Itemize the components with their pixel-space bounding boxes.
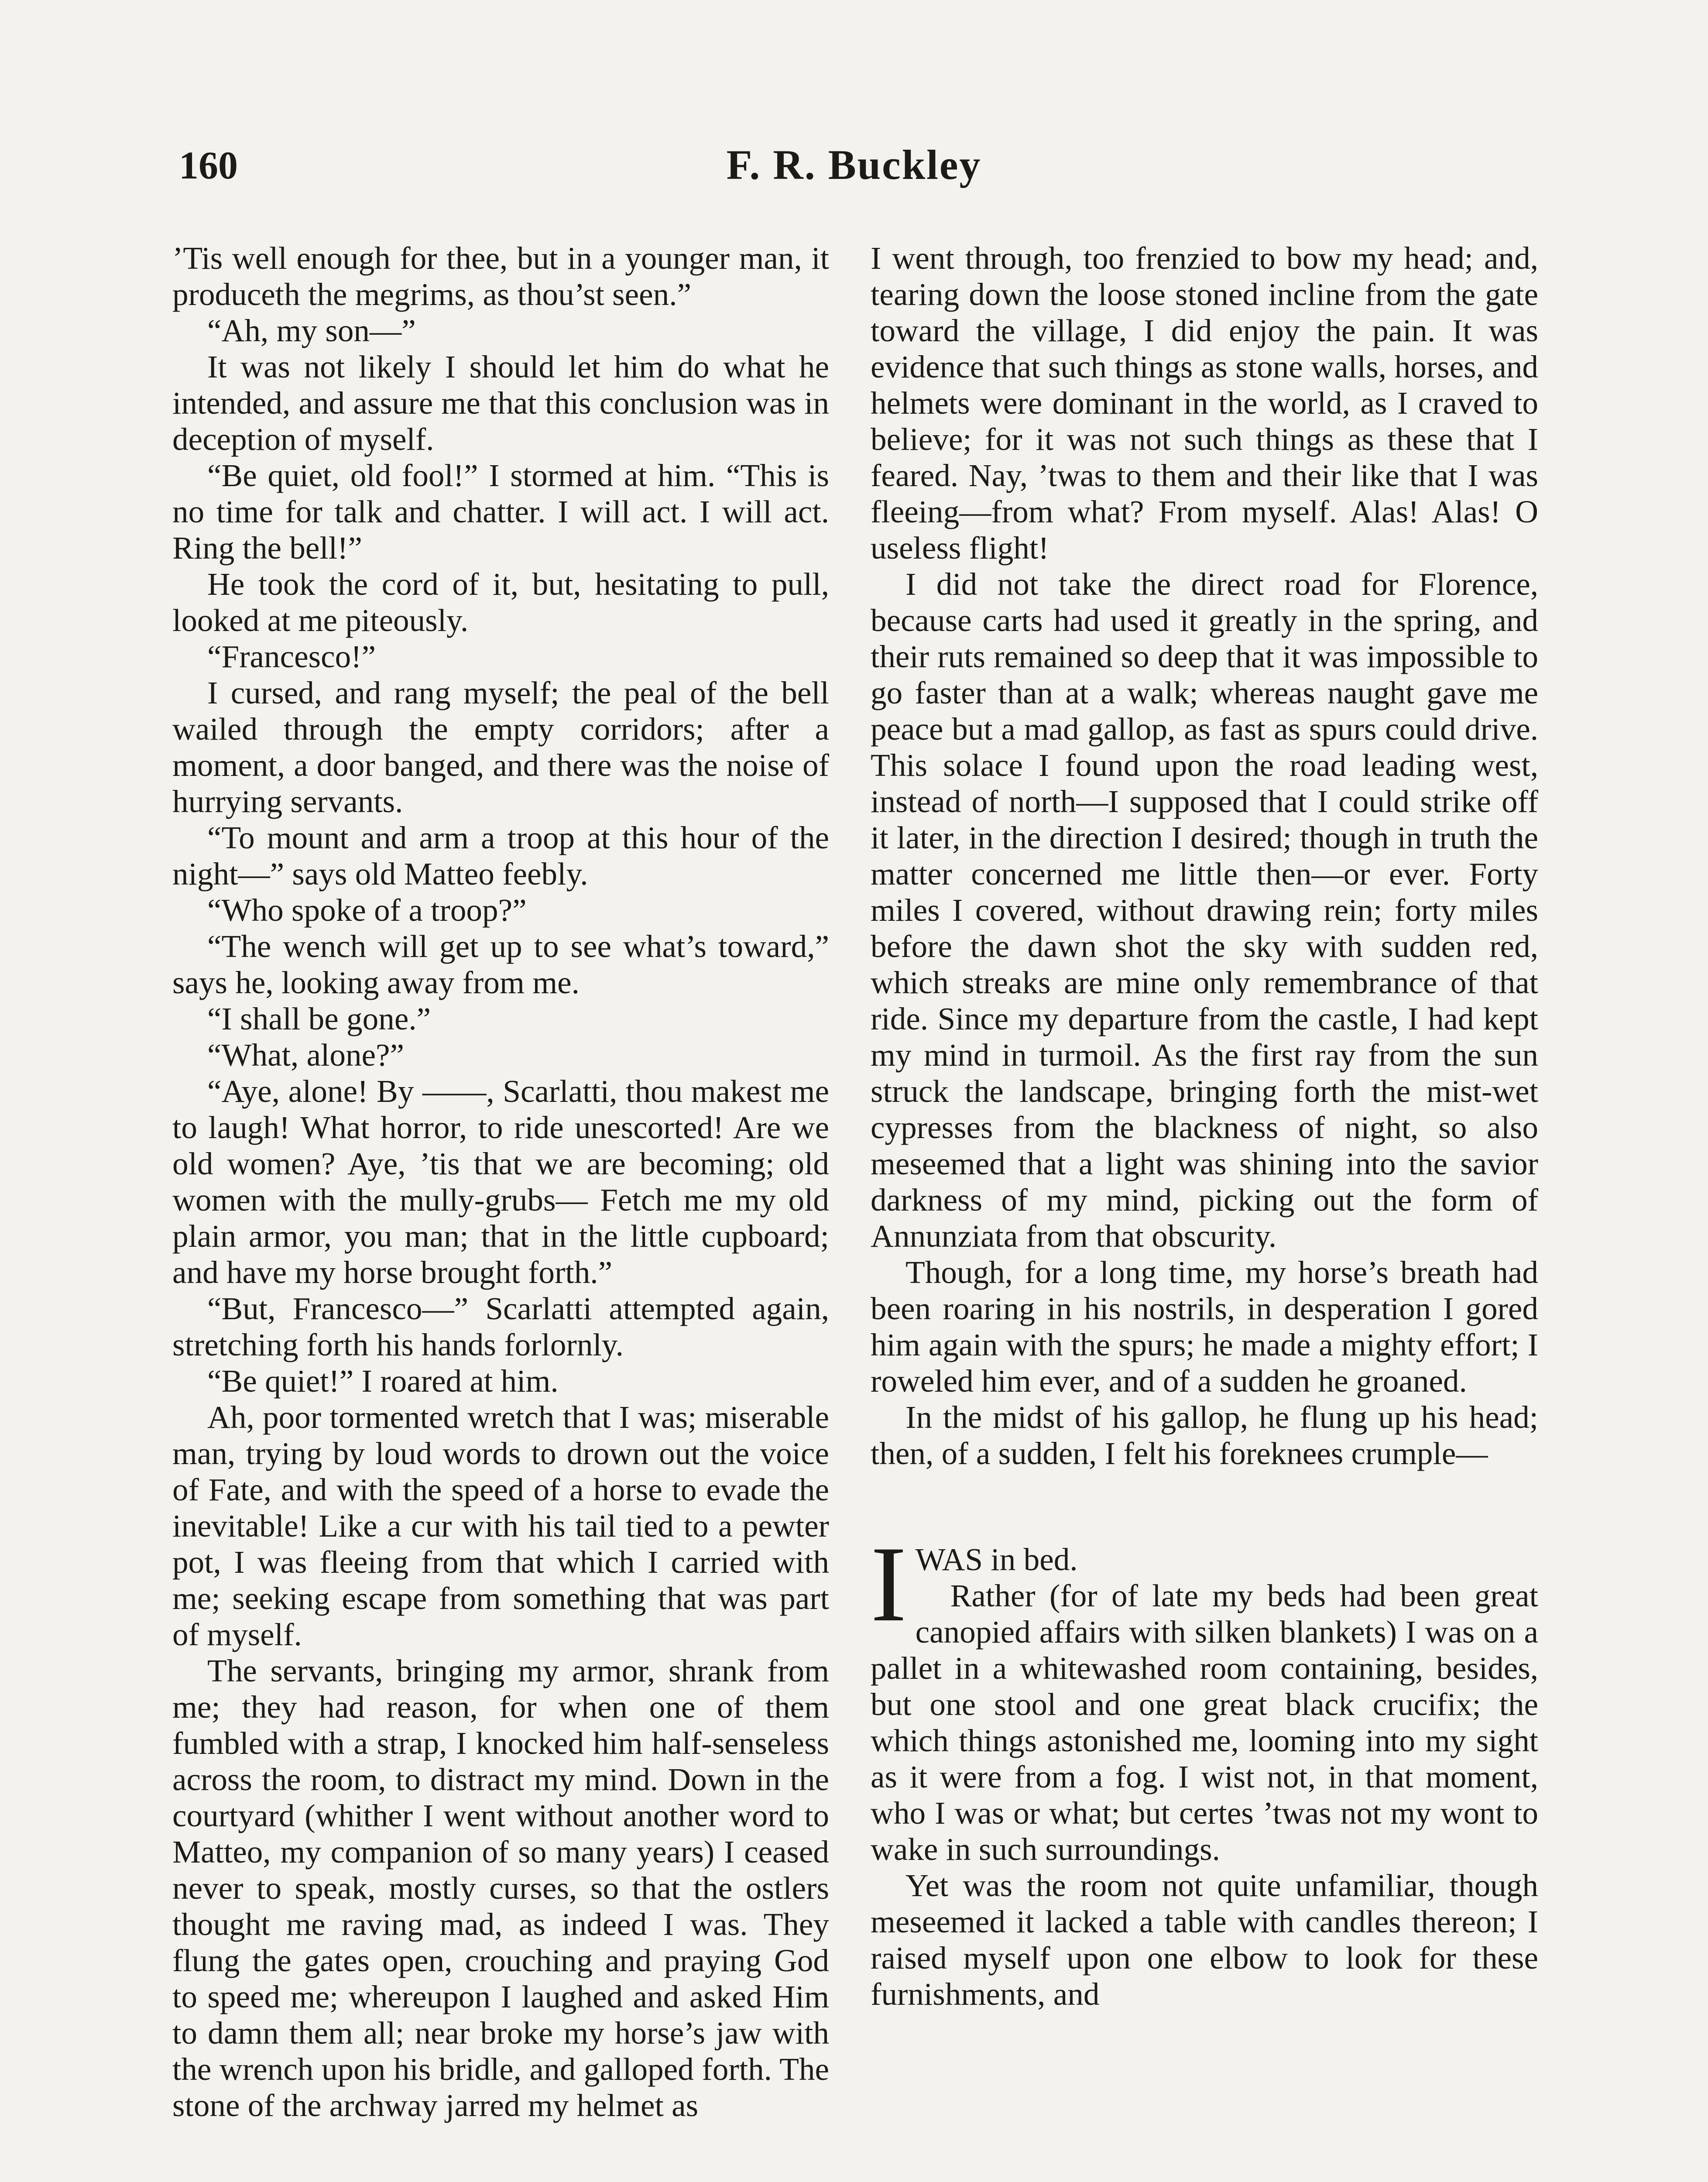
paragraph: The servants, bringing my armor, shrank from me; they had reason, for when one of them fumbled with a strap, I knocked him half-senseless across the room, to distract my mind. Down in the courtyard (whither I went without another word to Matteo, my companion of so many years) I ceased never to speak, mostly curses, so that the ostlers thought me raving mad, as indeed I was. They flung the gates open, crouching and praying God to speed me; whereupon I laughed and asked Him to damn them all; near broke my horse’s jaw with the wrench upon his bridle, and galloped forth. The stone of the archway jarred my helmet as [172, 1653, 829, 2123]
paragraph: In the midst of his gallop, he flung up his head; then, of a sudden, I felt his foreknees crumple— [871, 1400, 1538, 1471]
paragraph: It was not likely I should let him do what he intended, and assure me that this conclusion was in deception of myself. [172, 349, 829, 457]
page-number: 160 [179, 144, 238, 187]
paragraph: “What, alone?” [207, 1037, 405, 1073]
paragraph: Yet was the room not quite unfamiliar, though meseemed it lacked a table with candles thereon; I raised myself upon one elbow to look for these furnishments, and [871, 1868, 1538, 2012]
drop-cap: I [871, 1524, 907, 1644]
paragraph: “Who spoke of a troop?” [207, 892, 527, 928]
paragraph: Though, for a long time, my horse’s breath had been roaring in his nostrils, in desperation I gored him again with the spurs; he made a mighty effort; I roweled him ever, and of a sudden he groaned. [871, 1255, 1538, 1399]
paragraph: “Aye, alone! By ——, Scarlatti, thou makest me to laugh! What horror, to ride unescorted! Are we old women? Aye, ’tis that we are becoming; old women with the mully-grubs— Fetch me my old plain armor, you man; that in the little cupboard; and have my horse brought forth.” [172, 1074, 829, 1290]
paragraph: “To mount and arm a troop at this hour of the night—” says old Matteo feebly. [172, 820, 829, 892]
paragraph: Rather (for of late my beds had been great canopied affairs with silken blankets) I was on a pallet in a whitewashed room containing, besides, but one stool and one great black crucifix; the which things astonished me, looming into my sight as it were from a fog. I wist not, in that moment, who I was or what; but certes ’twas not my wont to wake in such surroundings. [871, 1578, 1538, 1867]
right-column [871, 240, 1538, 2012]
paragraph: I did not take the direct road for Florence, because carts had used it greatly in the spring, and their ruts remained so deep that it was impossible to go faster than at a walk; whereas naught gave me peace but a mad gallop, as fast as spurs could drive. This solace I found upon the road leading west, instead of north—I supposed that I could strike off it later, in the direction I desired; though in truth the matter concerned me little then—or ever. Forty miles I covered, without drawing rein; forty miles before the dawn shot the sky with sudden red, which streaks are mine only remembrance of that ride. Since my departure from the castle, I had kept my mind in turmoil. As the first ray from the sun struck the landscape, bringing forth the mist-wet cypresses from the blackness of night, so also meseemed that a light was shining into the savior darkness of my mind, picking out the form of Annunziata from that obscurity. [871, 566, 1538, 1254]
author-header: F. R. Buckley [726, 141, 982, 188]
paragraph: I went through, too frenzied to bow my head; and, tearing down the loose stoned incline from the gate toward the village, I did enjoy the pain. It was evidence that such things as stone walls, horses, and helmets were dominant in the world, as I craved to believe; for it was not such things as these that I feared. Nay, ’twas to them and their like that I was fleeing—from what? From myself. Alas! Alas! O useless flight! [871, 240, 1538, 566]
paragraph: “Francesco!” [207, 639, 376, 674]
paragraph: “But, Francesco—” Scarlatti attempted again, stretching forth his hands forlornly. [172, 1291, 829, 1362]
section-opening-paragraph [871, 1524, 1538, 1644]
paragraph: “The wench will get up to see what’s toward,” says he, looking away from me. [172, 929, 829, 1000]
section-lead-text: WAS in bed. [915, 1542, 1078, 1577]
paragraph: ’Tis well enough for thee, but in a younger man, it produceth the megrims, as thou’st seen.” [172, 240, 829, 312]
paragraph: “Be quiet, old fool!” I stormed at him. “This is no time for talk and chatter. I will act. I will act. Ring the bell!” [172, 458, 829, 566]
paragraph: Ah, poor tormented wretch that I was; miserable man, trying by loud words to drown out the voice of Fate, and with the speed of a horse to evade the inevitable! Like a cur with his tail tied to a pewter pot, I was fleeing from that which I carried with me; seeking escape from something that was part of myself. [172, 1400, 829, 1652]
paragraph: I cursed, and rang myself; the peal of the bell wailed through the empty corridors; after a moment, a door banged, and there was the noise of hurrying servants. [172, 675, 829, 819]
paragraph: “Ah, my son—” [207, 313, 416, 348]
paragraph: He took the cord of it, but, hesitating to pull, looked at me piteously. [172, 566, 829, 638]
section-break [871, 1472, 1538, 1541]
paragraph: “Be quiet!” I roared at him. [207, 1363, 559, 1399]
paragraph: “I shall be gone.” [207, 1001, 431, 1036]
left-column [172, 240, 829, 2124]
